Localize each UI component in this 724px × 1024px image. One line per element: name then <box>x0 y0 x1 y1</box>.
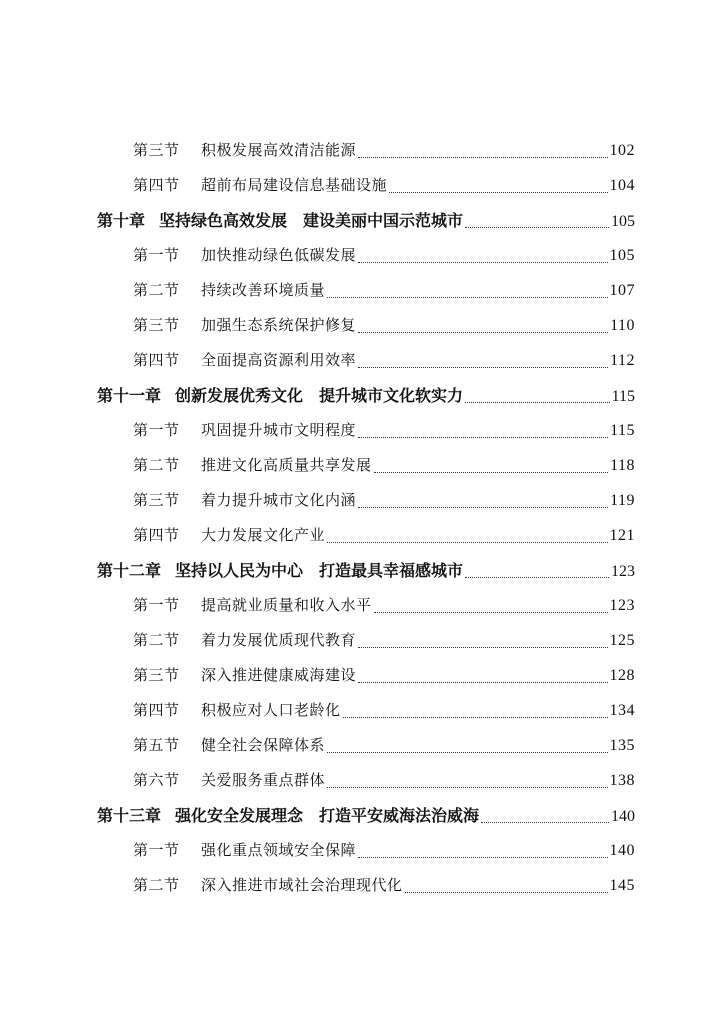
chapter-number: 第十一章 <box>97 386 162 405</box>
page-number: 140 <box>609 842 635 859</box>
toc-section-row[interactable] <box>97 658 635 693</box>
section-number: 第一节 <box>133 841 180 859</box>
section-title: 强化重点领域安全保障 <box>201 841 357 859</box>
dot-leader <box>358 157 607 158</box>
section-title: 加强生态系统保护修复 <box>201 316 357 334</box>
page-number: 105 <box>609 247 635 264</box>
section-number: 第三节 <box>133 141 180 159</box>
chapter-number: 第十二章 <box>97 561 162 580</box>
chapter-title: 强化安全发展理念 打造平安威海法治威海 <box>175 806 480 825</box>
dot-leader <box>374 612 608 613</box>
dot-leader <box>481 822 609 823</box>
dot-leader <box>358 367 608 368</box>
toc-section-row[interactable] <box>97 168 635 203</box>
section-title: 全面提高资源利用效率 <box>201 351 357 369</box>
section-number: 第一节 <box>133 421 180 439</box>
dot-leader <box>358 437 608 438</box>
toc-section-row[interactable] <box>97 763 635 798</box>
dot-leader <box>374 472 609 473</box>
toc-section-row[interactable] <box>97 483 635 518</box>
toc-chapter-row[interactable] <box>97 798 635 833</box>
toc-section-row[interactable] <box>97 448 635 483</box>
dot-leader <box>358 682 607 683</box>
section-title: 着力发展优质现代教育 <box>201 631 357 649</box>
page-number: 105 <box>611 213 635 230</box>
section-title: 推进文化高质量共享发展 <box>201 456 372 474</box>
chapter-title: 坚持以人民为中心 打造最具幸福感城市 <box>175 561 464 580</box>
toc-section-row[interactable] <box>97 238 635 273</box>
section-title: 健全社会保障体系 <box>201 736 326 754</box>
section-title: 积极发展高效清洁能源 <box>201 141 357 159</box>
dot-leader <box>327 542 607 543</box>
dot-leader <box>389 192 607 193</box>
toc-section-row[interactable] <box>97 833 635 868</box>
section-number: 第二节 <box>133 456 180 474</box>
toc-section-row[interactable] <box>97 133 635 168</box>
section-title: 大力发展文化产业 <box>201 526 326 544</box>
dot-leader <box>327 297 607 298</box>
dot-leader <box>358 262 607 263</box>
page-number: 102 <box>609 142 635 159</box>
section-title: 着力提升城市文化内涵 <box>201 491 357 509</box>
page-number: 115 <box>610 422 635 439</box>
page-number: 128 <box>609 667 635 684</box>
dot-leader <box>343 717 608 718</box>
section-number: 第三节 <box>133 491 180 509</box>
page-number: 145 <box>609 877 635 894</box>
toc-chapter-row[interactable] <box>97 378 635 413</box>
section-title: 深入推进健康威海建设 <box>201 666 357 684</box>
dot-leader <box>358 857 607 858</box>
toc-section-row[interactable] <box>97 518 635 553</box>
section-number: 第六节 <box>133 771 180 789</box>
page-number: 119 <box>610 492 635 509</box>
section-title: 提高就业质量和收入水平 <box>201 596 372 614</box>
chapter-title: 坚持绿色高效发展 建设美丽中国示范城市 <box>159 211 464 230</box>
section-title: 超前布局建设信息基础设施 <box>201 176 388 194</box>
toc-section-row[interactable] <box>97 868 635 903</box>
section-number: 第四节 <box>133 701 180 719</box>
page-number: 104 <box>609 177 635 194</box>
section-number: 第四节 <box>133 351 180 369</box>
page-number: 123 <box>609 597 635 614</box>
toc-section-row[interactable] <box>97 728 635 763</box>
chapter-number: 第十三章 <box>97 806 162 825</box>
section-title: 巩固提升城市文明程度 <box>201 421 357 439</box>
chapter-title: 创新发展优秀文化 提升城市文化软实力 <box>175 386 464 405</box>
dot-leader <box>358 507 608 508</box>
section-title: 加快推动绿色低碳发展 <box>201 246 357 264</box>
page-number: 118 <box>610 457 635 474</box>
section-title: 持续改善环境质量 <box>201 281 326 299</box>
table-of-contents <box>97 133 635 903</box>
page-number: 140 <box>611 808 635 825</box>
page-number: 125 <box>609 632 635 649</box>
page-number: 112 <box>610 352 635 369</box>
page-number: 123 <box>611 563 635 580</box>
toc-section-row[interactable] <box>97 623 635 658</box>
dot-leader <box>405 892 608 893</box>
section-number: 第三节 <box>133 316 180 334</box>
dot-leader <box>358 332 608 333</box>
dot-leader <box>358 647 607 648</box>
page-number: 121 <box>609 527 635 544</box>
page-number: 134 <box>609 702 635 719</box>
section-number: 第一节 <box>133 596 180 614</box>
section-number: 第二节 <box>133 281 180 299</box>
page-number: 138 <box>609 772 635 789</box>
chapter-number: 第十章 <box>97 211 146 230</box>
toc-section-row[interactable] <box>97 588 635 623</box>
section-number: 第四节 <box>133 176 180 194</box>
toc-section-row[interactable] <box>97 308 635 343</box>
toc-section-row[interactable] <box>97 343 635 378</box>
section-number: 第二节 <box>133 631 180 649</box>
section-number: 第五节 <box>133 736 180 754</box>
page-number: 110 <box>610 317 635 334</box>
dot-leader <box>465 402 610 403</box>
toc-chapter-row[interactable] <box>97 553 635 588</box>
toc-section-row[interactable] <box>97 273 635 308</box>
toc-section-row[interactable] <box>97 413 635 448</box>
dot-leader <box>465 227 609 228</box>
section-title: 积极应对人口老龄化 <box>201 701 341 719</box>
dot-leader <box>327 752 607 753</box>
page-number: 135 <box>609 737 635 754</box>
page-number: 107 <box>609 282 635 299</box>
page-number: 115 <box>611 388 635 405</box>
section-number: 第一节 <box>133 246 180 264</box>
dot-leader <box>327 787 607 788</box>
section-title: 关爱服务重点群体 <box>201 771 326 789</box>
section-number: 第三节 <box>133 666 180 684</box>
section-number: 第二节 <box>133 876 180 894</box>
section-title: 深入推进市域社会治理现代化 <box>201 876 403 894</box>
dot-leader <box>465 577 609 578</box>
toc-chapter-row[interactable] <box>97 203 635 238</box>
section-number: 第四节 <box>133 526 180 544</box>
toc-section-row[interactable] <box>97 693 635 728</box>
